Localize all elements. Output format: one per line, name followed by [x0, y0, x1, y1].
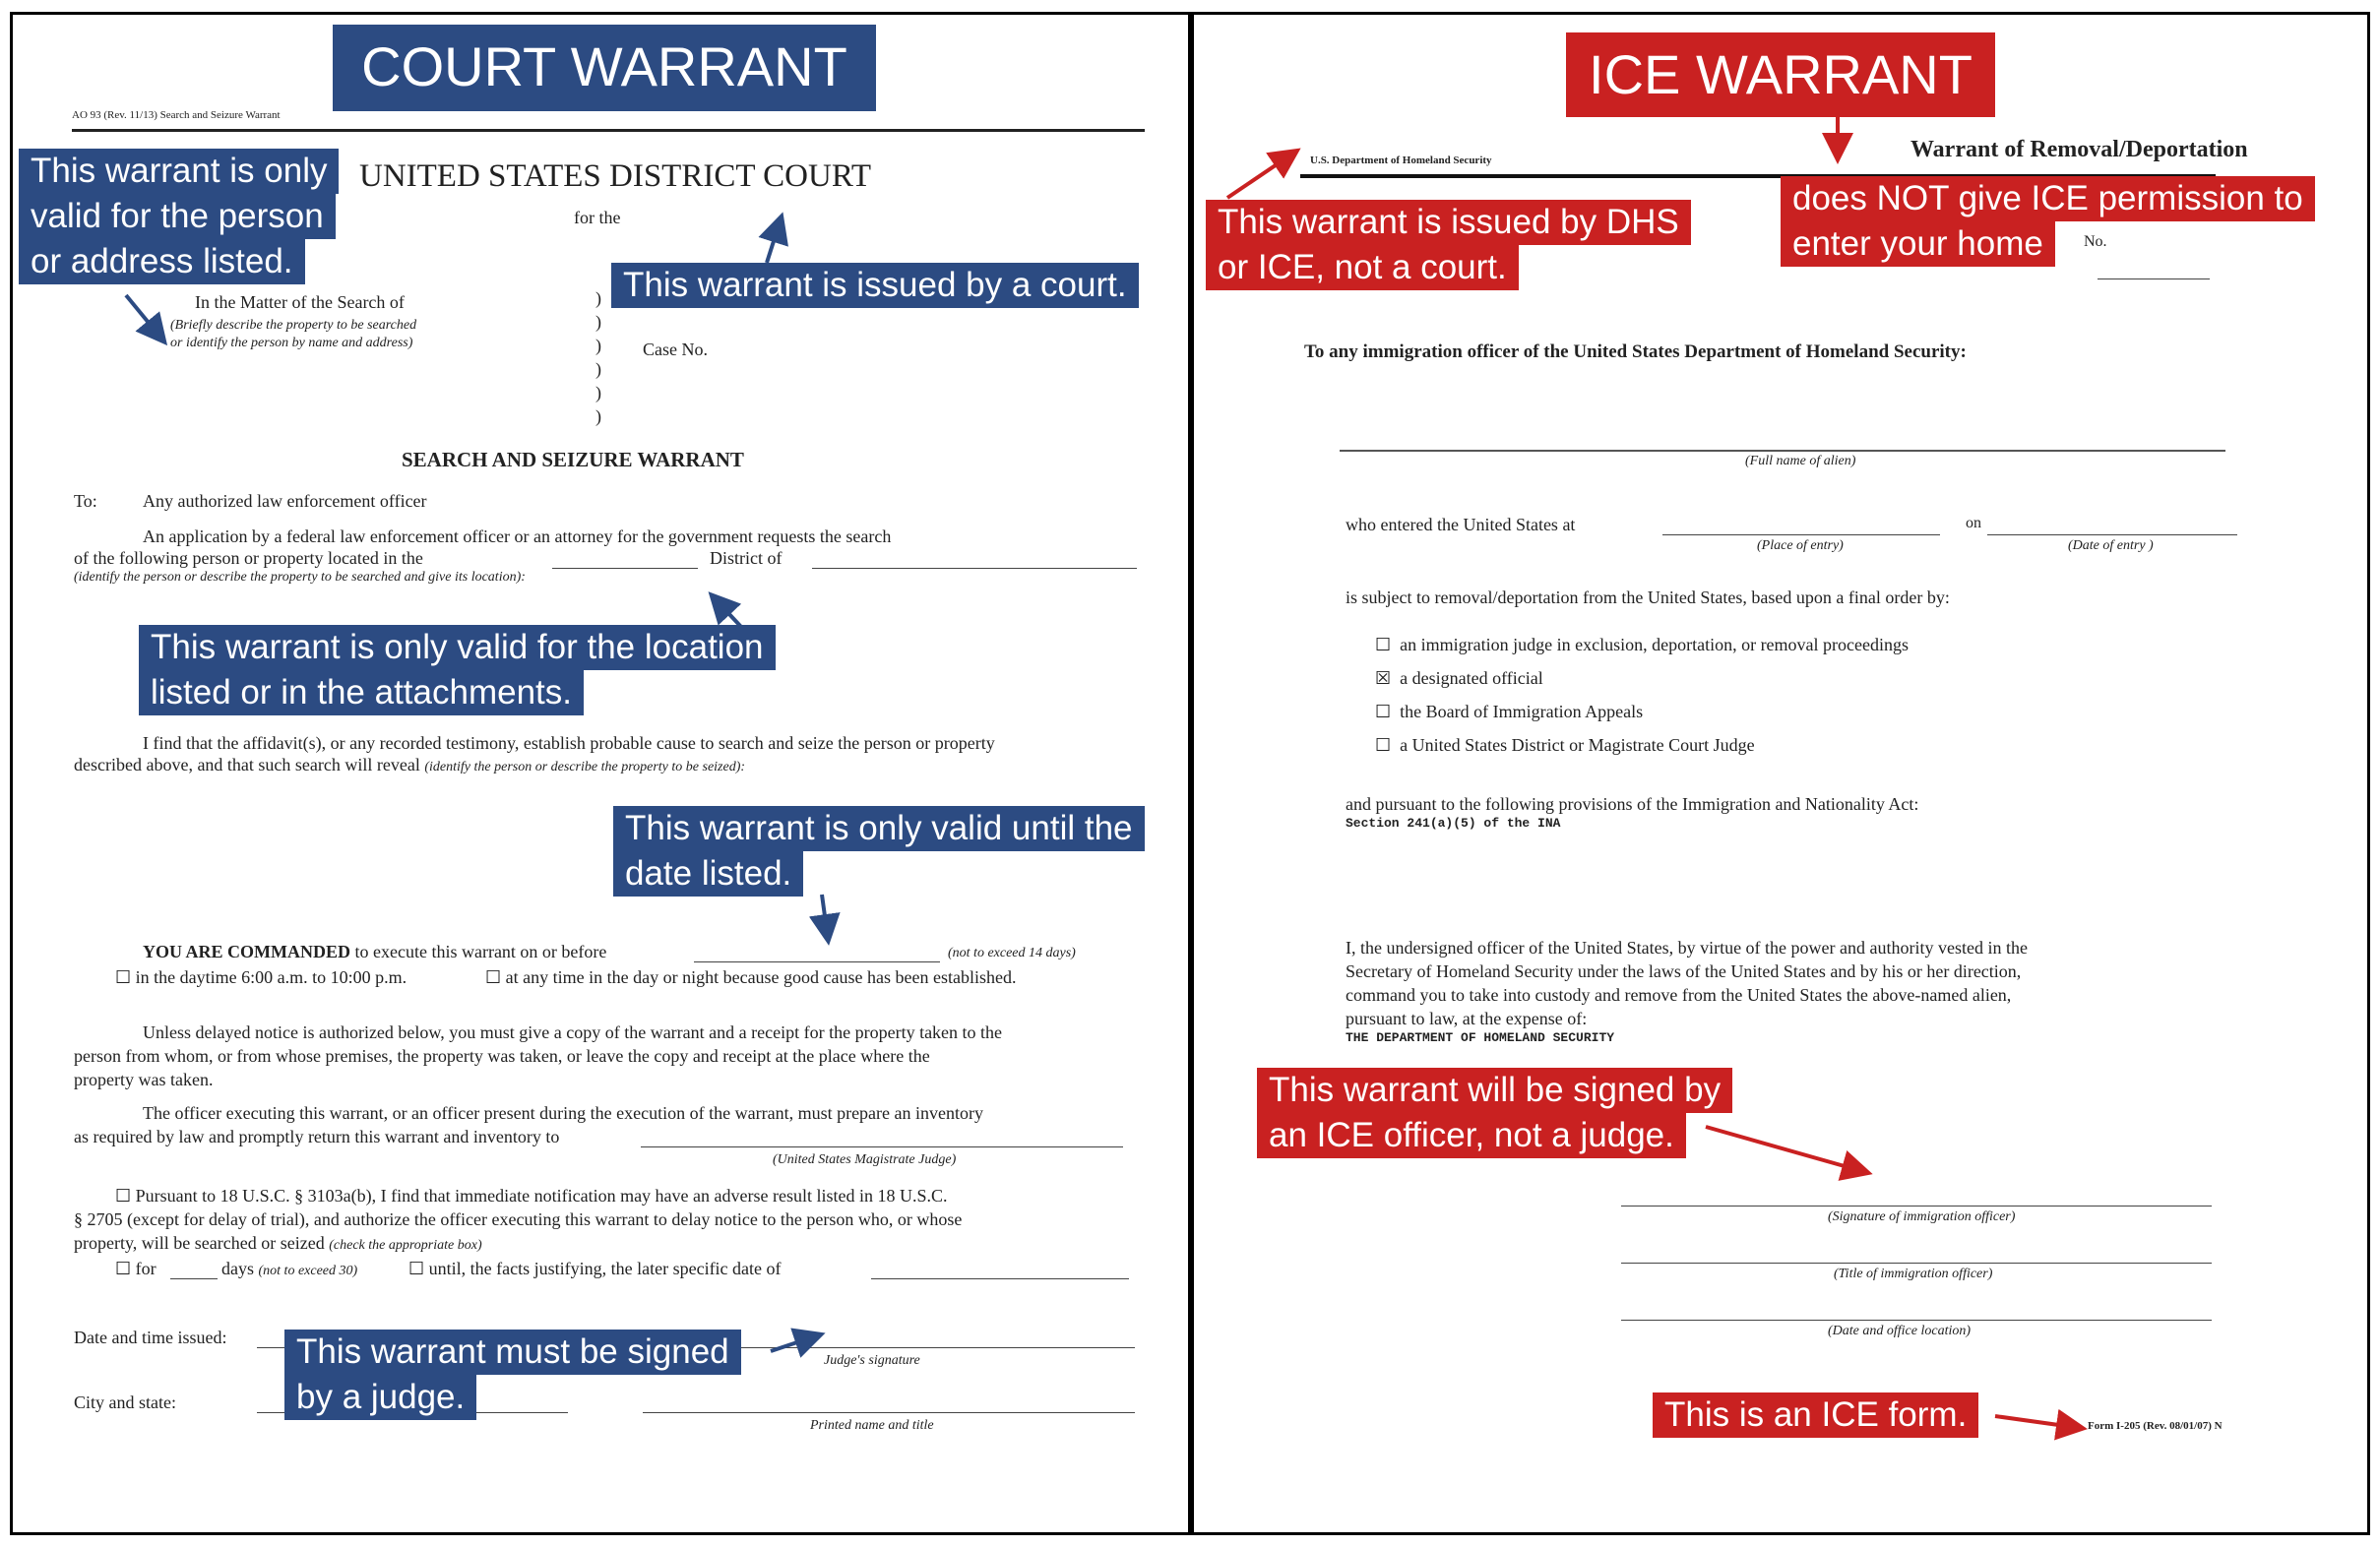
check-box-hint: (check the appropriate box): [329, 1238, 482, 1253]
officer-line-2: as required by law and promptly return this warrant and inventory to: [74, 1127, 560, 1146]
application-line-1: An application by a federal law enforcement officer or an attorney for the government requests the search: [143, 526, 892, 546]
callout-issued-by-dhs: [1206, 200, 1691, 290]
callout-line: enter your home: [1781, 221, 2055, 267]
paren: ): [595, 336, 601, 355]
matter-hint-2: or identify the person by name and address): [170, 336, 413, 350]
option-checkbox-unchecked[interactable]: ☐: [1375, 635, 1392, 655]
commanded-bold: YOU ARE COMMANDED: [143, 942, 350, 961]
callout-line: This is an ICE form.: [1653, 1392, 1978, 1438]
callout-line: This warrant is only: [19, 149, 339, 194]
arrow-issued-by-court: [767, 219, 781, 263]
on-label: on: [1966, 515, 1981, 531]
unless-line-3: property was taken.: [74, 1070, 214, 1089]
to-value: Any authorized law enforcement officer: [143, 491, 427, 511]
until-checkbox[interactable]: ☐: [408, 1259, 425, 1279]
callout-line: This warrant is only valid for the location: [139, 625, 776, 670]
daytime-label: in the daytime 6:00 a.m. to 10:00 p.m.: [135, 967, 407, 987]
callout-line: valid for the person: [19, 194, 336, 239]
ina-section: Section 241(a)(5) of the INA: [1346, 816, 1561, 831]
place-of-entry-caption: (Place of entry): [1757, 538, 1844, 553]
ice-title: Warrant of Removal/Deportation: [1910, 137, 2248, 162]
matter-of: In the Matter of the Search of: [195, 292, 405, 312]
subject-to: is subject to removal/deportation from the United States, based upon a final order by:: [1346, 588, 1950, 607]
paren: ): [595, 288, 601, 308]
callout-line: This warrant is issued by a court.: [611, 263, 1139, 308]
unless-line-2: person from whom, or from whose premises, the property was taken, or leave the copy and receipt at the place where the: [74, 1046, 930, 1066]
court-title: UNITED STATES DISTRICT COURT: [359, 158, 872, 194]
sig-officer-line: [1621, 1206, 2212, 1207]
callout-line: This warrant will be signed by: [1257, 1068, 1732, 1113]
magistrate-blank: [641, 1146, 1123, 1147]
callout-signed-by-ice: [1257, 1068, 1732, 1158]
callout-person-address: [19, 149, 339, 284]
to-officer: To any immigration officer of the United States Department of Homeland Security:: [1304, 341, 1967, 362]
callout-line: by a judge.: [284, 1375, 476, 1420]
callout-line: or ICE, not a court.: [1206, 245, 1519, 290]
callout-line: an ICE officer, not a judge.: [1257, 1113, 1686, 1158]
undersigned-line-2: Secretary of Homeland Security under the laws of the United States and by his or her direction,: [1346, 961, 2022, 981]
title-officer-line: [1621, 1263, 2212, 1264]
undersigned-line-3: command you to take into custody and remove from the United States the above-named alien,: [1346, 985, 2012, 1005]
arrow-issued-by-dhs: [1227, 153, 1294, 198]
court-form-number: AO 93 (Rev. 11/13) Search and Seizure Warrant: [72, 109, 281, 121]
execute-date-blank: [694, 961, 940, 962]
callout-date: [613, 806, 1145, 897]
option-designated-official: a designated official: [1400, 668, 1543, 688]
full-name-caption: (Full name of alien): [1745, 454, 1856, 468]
sig-officer-caption: (Signature of immigration officer): [1828, 1209, 2016, 1224]
district-blank: [552, 568, 698, 569]
paren: ): [595, 406, 601, 426]
paren: ): [595, 312, 601, 332]
ice-form-number: Form I-205 (Rev. 08/01/07) N: [2088, 1420, 2223, 1432]
ice-file-no-blank: [2098, 278, 2210, 279]
date-of-entry-caption: (Date of entry ): [2068, 538, 2154, 553]
ice-warrant-panel: [1191, 12, 2370, 1535]
option-checkbox-unchecked[interactable]: ☐: [1375, 735, 1392, 756]
callout-line: This warrant must be signed: [284, 1330, 741, 1375]
doc-title: SEARCH AND SEIZURE WARRANT: [402, 448, 744, 471]
not-exceed-14: (not to exceed 14 days): [948, 946, 1076, 960]
matter-hint-1: (Briefly describe the property to be searched: [170, 318, 417, 333]
officer-line-1: The officer executing this warrant, or an officer present during the execution of the warrant, must prepare an inventory: [143, 1103, 984, 1123]
callout-ice-form: [1653, 1392, 1978, 1438]
court-header-rule: [72, 129, 1145, 132]
arrow-judge: [771, 1335, 818, 1351]
date-location-line: [1621, 1320, 2212, 1321]
callout-line: date listed.: [613, 851, 803, 897]
pursuant-provisions: and pursuant to the following provisions of the Immigration and Nationality Act:: [1346, 794, 1919, 814]
ice-dept: U.S. Department of Homeland Security: [1310, 155, 1492, 166]
who-entered: who entered the United States at: [1346, 515, 1576, 534]
undersigned-line-4: pursuant to law, at the expense of:: [1346, 1009, 1588, 1028]
unless-line-1: Unless delayed notice is authorized below, you must give a copy of the warrant and a receipt for the property taken to the: [143, 1022, 1003, 1042]
callout-issued-by-court: [611, 263, 1139, 308]
option-checkbox-checked[interactable]: ☒: [1375, 668, 1392, 689]
option-checkbox-unchecked[interactable]: ☐: [1375, 702, 1392, 722]
callout-no-permission: [1781, 176, 2315, 267]
callout-line: This warrant is issued by DHS: [1206, 200, 1691, 245]
callout-line: or address listed.: [19, 239, 305, 284]
arrow-ice-form: [1995, 1416, 2080, 1428]
for-days-checkbox[interactable]: ☐: [115, 1259, 132, 1279]
days-label: days: [221, 1259, 254, 1278]
pursuant-checkbox[interactable]: ☐: [115, 1186, 132, 1207]
undersigned-line-1: I, the undersigned officer of the United States, by virtue of the power and authority vested in the: [1346, 938, 2028, 958]
daytime-checkbox[interactable]: ☐: [115, 967, 132, 988]
ice-file-no: No.: [2084, 233, 2107, 250]
date-issued-label: Date and time issued:: [74, 1328, 227, 1347]
anytime-label: at any time in the day or night because good cause has been established.: [505, 967, 1017, 987]
court-warrant-panel: [10, 12, 1191, 1535]
case-no: Case No.: [643, 340, 708, 359]
until-date-blank: [871, 1278, 1129, 1279]
court-warrant-banner: COURT WARRANT: [333, 25, 876, 111]
finding-hint: (identify the person or describe the property to be seized):: [424, 760, 746, 774]
arrow-location: [714, 597, 741, 627]
not-exceed-30: (not to exceed 30): [258, 1264, 358, 1278]
finding-line-1: I find that the affidavit(s), or any recorded testimony, establish probable cause to search and seize the person or property: [143, 733, 995, 753]
callout-location: [139, 625, 776, 715]
expense-of: THE DEPARTMENT OF HOMELAND SECURITY: [1346, 1030, 1615, 1045]
title-officer-caption: (Title of immigration officer): [1834, 1267, 1993, 1281]
district-of-blank: [812, 568, 1137, 569]
for-the: for the: [574, 208, 621, 227]
pursuant-line-1: Pursuant to 18 U.S.C. § 3103a(b), I find that immediate notification may have an adverse result listed in 18 U.S.C.: [135, 1186, 948, 1206]
anytime-checkbox[interactable]: ☐: [485, 967, 502, 988]
arrow-date: [822, 895, 828, 938]
option-district-judge: a United States District or Magistrate Court Judge: [1400, 735, 1755, 755]
callout-line: listed or in the attachments.: [139, 670, 584, 715]
paren: ): [595, 383, 601, 402]
commanded-rest: to execute this warrant on or before: [354, 942, 607, 961]
application-line-2: of the following person or property located in the: [74, 548, 423, 568]
full-name-line: [1340, 450, 2225, 452]
magistrate-judge: (United States Magistrate Judge): [773, 1152, 957, 1167]
days-blank: [170, 1278, 218, 1279]
application-hint: (identify the person or describe the property to be searched and give its location):: [74, 570, 526, 585]
finding-line-2: described above, and that such search will reveal (identify the person or describe the property to be seized):: [74, 755, 746, 774]
printed-name-caption: Printed name and title: [810, 1418, 934, 1433]
until-label: until, the facts justifying, the later specific date of: [428, 1259, 782, 1278]
district-of: District of: [710, 548, 783, 568]
date-of-entry-line: [1987, 534, 2237, 535]
date-location-caption: (Date and office location): [1828, 1324, 1972, 1338]
judge-signature-caption: Judge's signature: [824, 1353, 920, 1368]
to-label: To:: [74, 491, 97, 511]
callout-line: This warrant is only valid until the: [613, 806, 1145, 851]
option-immigration-judge: an immigration judge in exclusion, deportation, or removal proceedings: [1400, 635, 1910, 654]
paren: ): [595, 359, 601, 379]
pursuant-line-2: § 2705 (except for delay of trial), and authorize the officer executing this warrant to delay notice to the person who, or whose: [74, 1209, 963, 1229]
option-bia: the Board of Immigration Appeals: [1400, 702, 1644, 721]
city-state-label: City and state:: [74, 1392, 176, 1412]
arrow-person-address: [126, 295, 162, 340]
place-of-entry-line: [1662, 534, 1940, 535]
callout-judge: [284, 1330, 741, 1420]
for-label: for: [135, 1259, 157, 1278]
ice-warrant-banner: ICE WARRANT: [1566, 32, 1995, 117]
callout-line: does NOT give ICE permission to: [1781, 176, 2315, 221]
pursuant-line-3: property, will be searched or seized (check the appropriate box): [74, 1233, 482, 1253]
